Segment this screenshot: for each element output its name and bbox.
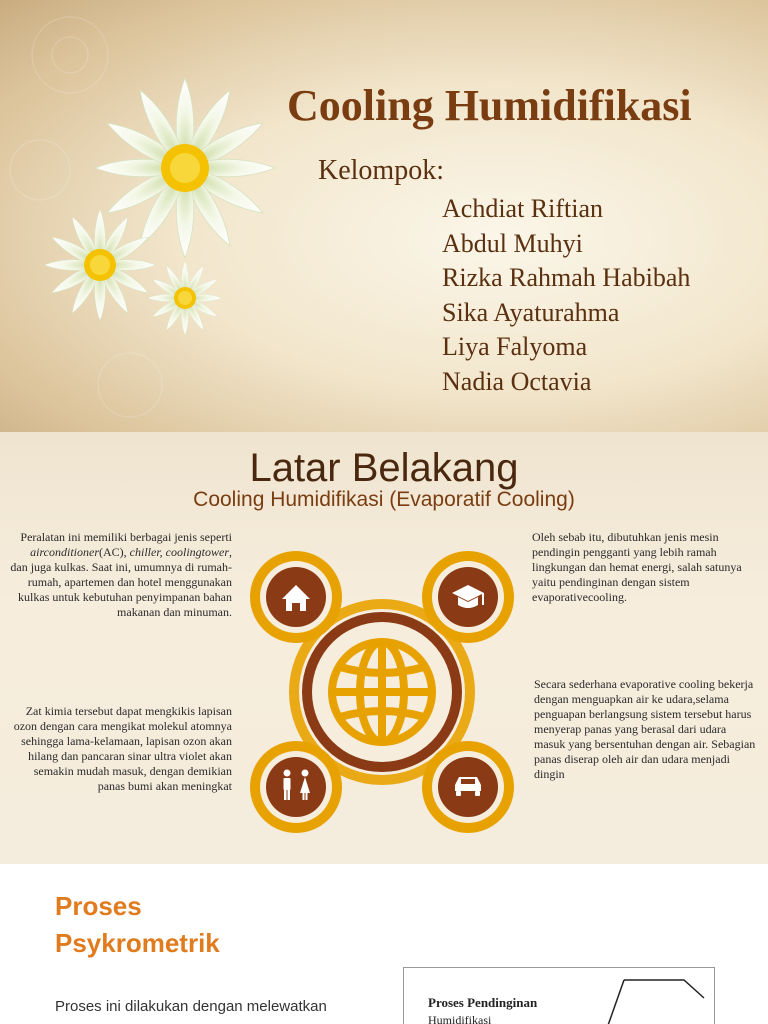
lotus-flower-medium xyxy=(44,209,156,321)
slide-title: Cooling Humidifikasi xyxy=(287,81,692,130)
paragraph-bottom-left: Zat kimia tersebut dapat mengkikis lapisan ozon dengan cara mengikat molekul atomnya sehingga lama-kelamaan, lapisan ozon akan hilang dan pancaran sinar ultra violet akan semakin mudah masuk, dengan demikian panas bumi akan meningkat xyxy=(13,704,232,793)
hub-diagram xyxy=(248,547,516,837)
slide-subtitle: Cooling Humidifikasi (Evaporatif Cooling) xyxy=(193,488,575,511)
paragraph-bottom-right: Secara sederhana evaporative cooling bekerja dengan menguapkan air ke udara,selama penguapan berlangsung sistem tersebut harus menyerap panas yang berasal dari udara masuk yang bersentuhan dengan air. Sebagian panas diserap oleh air dan udara menjadi dingin xyxy=(534,677,756,781)
member-name: Liya Falyoma xyxy=(442,332,588,361)
home-badge xyxy=(250,551,342,643)
member-name: Nadia Octavia xyxy=(442,366,592,396)
slide-title: Proses Psykrometrik xyxy=(55,891,220,958)
paragraph-top-left: Peralatan ini memiliki berbagai jenis seperti airconditioner(AC), chiller, coolingtower, dan juga kulkas. Saat ini, umumnya di rumah-rumah, apartemen dan hotel menggunakan kulkas untuk kebutuhan penyimpanan bahan makanan dan minuman. xyxy=(10,530,232,619)
slide-body-text: Proses ini dilakukan dengan melewatkan xyxy=(55,998,327,1015)
psychrometric-figure xyxy=(403,967,715,1024)
slide-title: Latar Belakang xyxy=(249,446,519,490)
process-line-diagram xyxy=(594,968,714,1024)
process-slide xyxy=(0,864,768,1024)
figure-subtitle: Humidifikasi xyxy=(428,1013,492,1024)
lotus-flower-small xyxy=(148,261,222,335)
figure-title: Proses Pendinginan xyxy=(428,995,538,1010)
people-badge xyxy=(250,741,342,833)
background-slide xyxy=(0,432,768,864)
lotus-flowers-decoration xyxy=(0,0,300,432)
car-badge xyxy=(422,741,514,833)
member-list xyxy=(442,192,690,399)
paragraph-top-right: Oleh sebab itu, dibutuhkan jenis mesin pendingin pengganti yang lebih ramah lingkungan dan hemat energi, salah satunya yaitu pendinginan dengan sistem evaporativecooling. xyxy=(532,530,742,604)
education-badge xyxy=(422,551,514,643)
member-name: Achdiat Riftian xyxy=(442,194,604,223)
member-name: Sika Ayaturahma xyxy=(442,297,620,327)
member-name: Abdul Muhyi xyxy=(442,228,583,258)
member-name: Rizka Rahmah Habibah xyxy=(442,263,691,292)
group-label: Kelompok: xyxy=(318,155,444,186)
title-slide xyxy=(0,0,768,432)
globe-icon xyxy=(332,642,432,742)
